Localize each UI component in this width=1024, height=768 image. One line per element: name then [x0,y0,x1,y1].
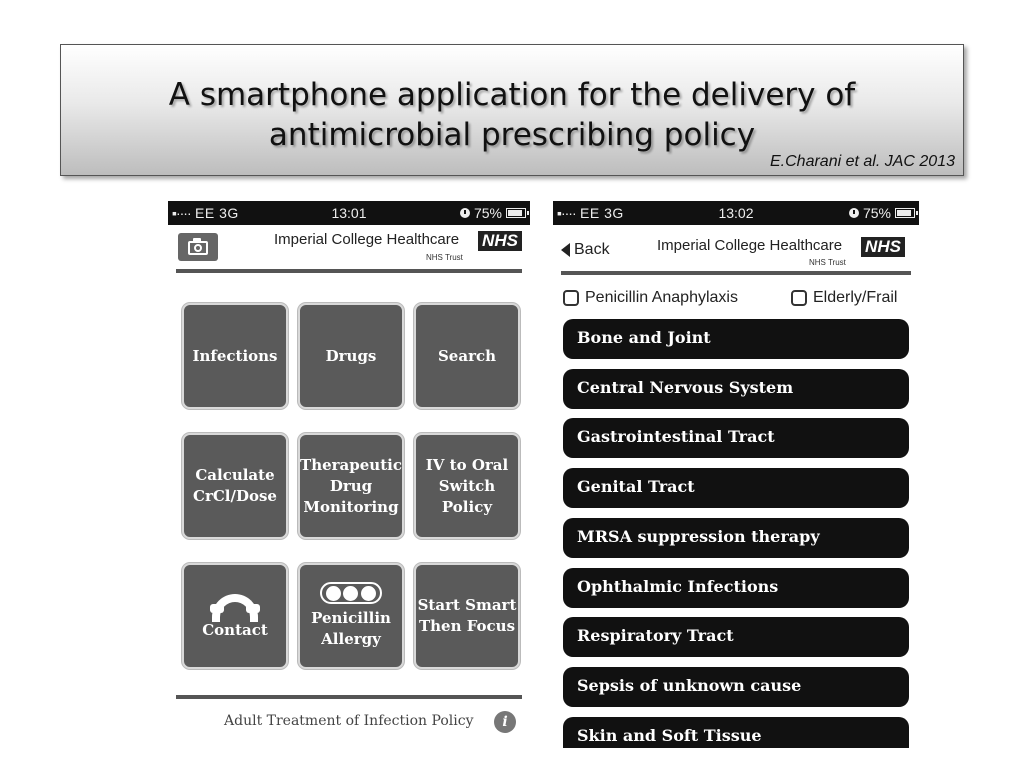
tile-label: Then Focus [418,617,516,635]
filter-row [563,289,911,311]
status-right [849,205,915,221]
telephone-icon [208,592,262,614]
tile-search[interactable] [414,303,520,409]
category-item[interactable]: Skin and Soft Tissue [563,717,909,748]
trust-name: NHS Trust [809,258,846,267]
camera-button[interactable] [178,233,218,261]
tile-label: Drug [329,476,373,495]
tile-label: IV to Oral [425,455,509,474]
phone-home-screen [168,201,530,748]
slide-title [61,75,963,155]
tile-label: Infections [192,346,278,365]
category-item[interactable]: Bone and Joint [563,319,909,359]
category-item[interactable]: Genital Tract [563,468,909,508]
slide-title-line-2: antimicrobial prescribing policy [268,117,756,153]
filter-label: Elderly/Frail [813,289,898,306]
tile-label: Therapeutic [300,455,402,474]
tile-contact[interactable] [182,563,288,669]
tile-label: CrCl/Dose [193,487,277,505]
clock-icon [460,208,470,218]
tile-label: Monitoring [303,497,399,516]
status-bar [168,201,530,225]
signal-icon: ▪···· [557,205,576,221]
filter-penicillin-anaphylaxis[interactable] [563,289,738,307]
tile-calculate-crcl[interactable] [182,433,288,539]
battery-icon [895,208,915,218]
header-divider [176,269,522,273]
slide-title-line-1: A smartphone application for the delivery of [168,77,856,113]
filter-elderly-frail[interactable] [791,289,897,307]
app-header [553,225,919,275]
battery-percent: 75% [862,205,891,221]
back-arrow-icon [561,243,570,257]
checkbox-icon [563,290,579,306]
citation: E.Charani et al. JAC 2013 [770,153,955,170]
clock-icon [849,208,859,218]
title-banner [60,44,964,176]
header-divider [561,271,911,275]
network: 3G [604,205,624,221]
tile-label: Search [437,346,497,365]
tile-label: Switch [438,476,496,495]
app-header [168,225,530,275]
carrier: EE [195,205,215,221]
category-item[interactable]: Central Nervous System [563,369,909,409]
tile-label: Contact [202,620,268,639]
category-item[interactable]: Gastrointestinal Tract [563,418,909,458]
tile-drugs[interactable] [298,303,404,409]
nhs-logo: NHS [861,237,905,257]
tile-start-smart[interactable] [414,563,520,669]
traffic-lights-icon [320,582,382,604]
footer-divider [176,695,522,699]
org-name: Imperial College Healthcare [657,237,843,254]
category-item[interactable]: Sepsis of unknown cause [563,667,909,707]
back-button[interactable] [561,241,610,259]
status-right [460,205,526,221]
tile-label: Policy [441,497,493,516]
tile-label: Allergy [321,630,381,648]
back-label: Back [574,241,610,258]
nhs-logo: NHS [478,231,522,251]
category-item[interactable]: MRSA suppression therapy [563,518,909,558]
tile-label: Calculate [195,466,275,484]
signal-icon: ▪···· [172,205,191,221]
tile-label: Start Smart [417,596,517,614]
status-bar [553,201,919,225]
trust-name: NHS Trust [426,253,463,262]
phone-category-screen [553,201,919,748]
network: 3G [219,205,239,221]
filter-label: Penicillin Anaphylaxis [585,289,738,306]
info-icon[interactable]: i [494,711,516,733]
battery-percent: 75% [473,205,502,221]
status-time: 13:01 [331,205,367,221]
checkbox-icon [791,290,807,306]
tile-therapeutic-drug-monitoring[interactable] [298,433,404,539]
footer-policy-title: Adult Treatment of Infection Policy [224,713,474,729]
tile-infections[interactable] [182,303,288,409]
tile-label: Drugs [325,346,377,365]
category-item[interactable]: Respiratory Tract [563,617,909,657]
tile-label: Penicillin [311,609,391,627]
org-name: Imperial College Healthcare [274,231,460,248]
tile-iv-oral-switch[interactable] [414,433,520,539]
status-time: 13:02 [718,205,754,221]
tile-penicillin-allergy[interactable] [298,563,404,669]
battery-icon [506,208,526,218]
carrier: EE [580,205,600,221]
category-item[interactable]: Ophthalmic Infections [563,568,909,608]
